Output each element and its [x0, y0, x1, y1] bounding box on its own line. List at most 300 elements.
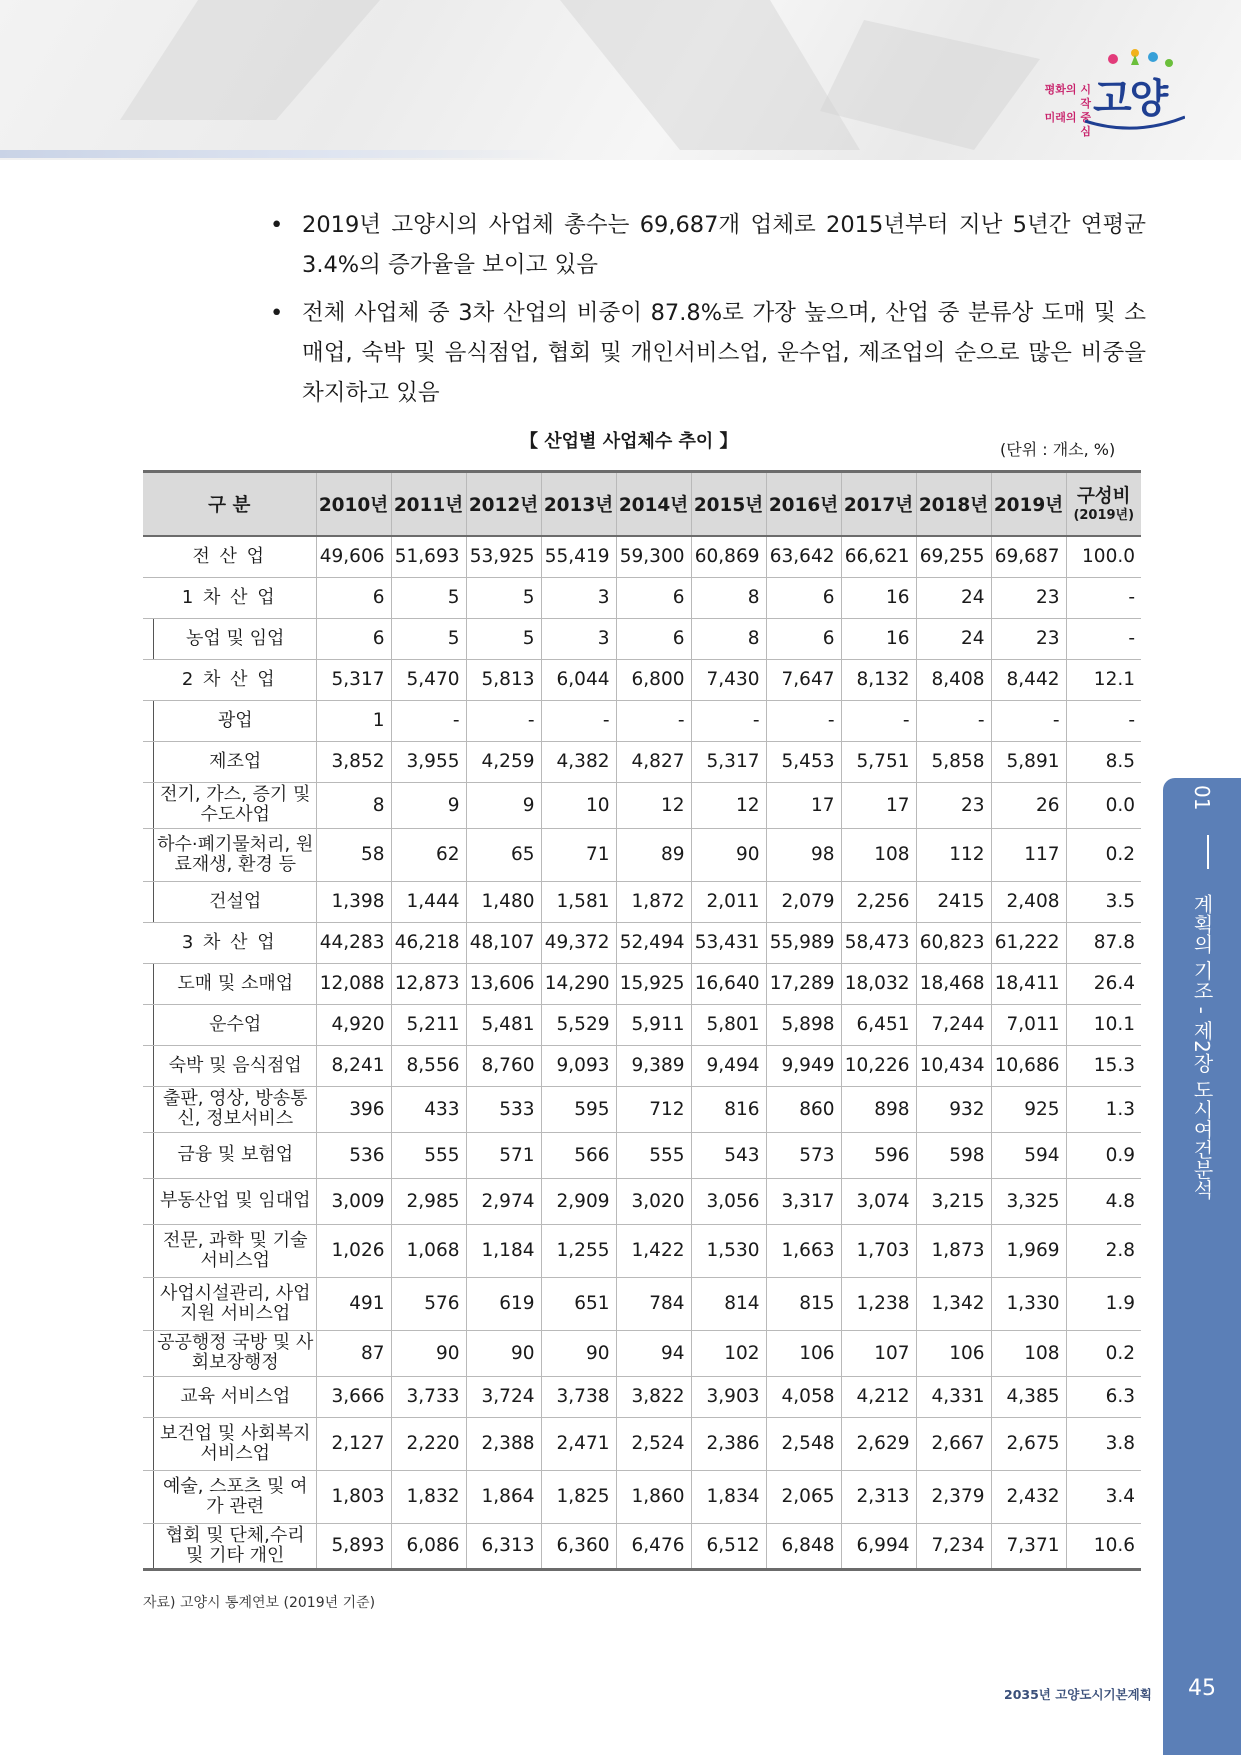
value-cell: 566	[541, 1132, 616, 1178]
table-source: 자료) 고양시 통계연보 (2019년 기준)	[143, 1595, 376, 1611]
value-cell: 16	[841, 577, 916, 618]
value-cell: 932	[916, 1086, 991, 1132]
value-cell: 2,220	[391, 1417, 466, 1470]
value-cell: 5	[391, 618, 466, 659]
value-cell: 59,300	[616, 536, 691, 577]
value-cell: 69,255	[916, 536, 991, 577]
value-cell: 576	[391, 1277, 466, 1330]
value-cell: 5,481	[466, 1004, 541, 1045]
value-cell: 5,813	[466, 659, 541, 700]
value-cell: 2,432	[991, 1470, 1066, 1523]
ratio-cell: 1.3	[1066, 1086, 1141, 1132]
value-cell: 49,606	[316, 536, 391, 577]
value-cell: 4,331	[916, 1376, 991, 1417]
value-cell: 7,647	[766, 659, 841, 700]
value-cell: 1,834	[691, 1470, 766, 1523]
value-cell: 102	[691, 1330, 766, 1376]
table-row	[143, 881, 1141, 922]
value-cell: 6	[766, 618, 841, 659]
value-cell: 1,663	[766, 1224, 841, 1277]
value-cell: 9	[466, 782, 541, 828]
header-category: 구 분	[143, 472, 316, 537]
value-cell: 65	[466, 828, 541, 881]
value-cell: 18,468	[916, 963, 991, 1004]
value-cell: 23	[916, 782, 991, 828]
value-cell: 1,255	[541, 1224, 616, 1277]
value-cell: 17	[766, 782, 841, 828]
value-cell: 6,451	[841, 1004, 916, 1045]
value-cell: 16	[841, 618, 916, 659]
value-cell: 9,949	[766, 1045, 841, 1086]
value-cell: 26	[991, 782, 1066, 828]
value-cell: 6	[616, 577, 691, 618]
value-cell: 3,056	[691, 1178, 766, 1224]
ratio-cell: 1.9	[1066, 1277, 1141, 1330]
ratio-cell: 6.3	[1066, 1376, 1141, 1417]
header-year: 2015년	[691, 472, 766, 537]
value-cell: 5,529	[541, 1004, 616, 1045]
value-cell: 573	[766, 1132, 841, 1178]
ratio-cell: 3.4	[1066, 1470, 1141, 1523]
value-cell: 5,801	[691, 1004, 766, 1045]
value-cell: 18,411	[991, 963, 1066, 1004]
value-cell: -	[466, 700, 541, 741]
ratio-cell: -	[1066, 618, 1141, 659]
table-row	[143, 1224, 1141, 1277]
row-label: 광업	[143, 700, 316, 741]
table-row	[143, 1417, 1141, 1470]
value-cell: 784	[616, 1277, 691, 1330]
ratio-cell: 3.8	[1066, 1417, 1141, 1470]
table-row	[143, 782, 1141, 828]
value-cell: 10	[541, 782, 616, 828]
value-cell: 814	[691, 1277, 766, 1330]
value-cell: 2,471	[541, 1417, 616, 1470]
value-cell: -	[391, 700, 466, 741]
value-cell: 3,733	[391, 1376, 466, 1417]
header-year: 2014년	[616, 472, 691, 537]
value-cell: 5,891	[991, 741, 1066, 782]
value-cell: 48,107	[466, 922, 541, 963]
value-cell: 2,524	[616, 1417, 691, 1470]
value-cell: 3,738	[541, 1376, 616, 1417]
value-cell: 2,127	[316, 1417, 391, 1470]
row-label: 농업 및 임업	[143, 618, 316, 659]
bullet-dot-icon: •	[270, 212, 284, 238]
value-cell: 90	[541, 1330, 616, 1376]
value-cell: 6	[616, 618, 691, 659]
row-label: 건설업	[143, 881, 316, 922]
value-cell: 5	[466, 577, 541, 618]
table-row	[143, 1330, 1141, 1376]
ratio-cell: 100.0	[1066, 536, 1141, 577]
value-cell: 4,212	[841, 1376, 916, 1417]
value-cell: 10,686	[991, 1045, 1066, 1086]
value-cell: 3,215	[916, 1178, 991, 1224]
value-cell: 44,283	[316, 922, 391, 963]
value-cell: 543	[691, 1132, 766, 1178]
value-cell: 7,430	[691, 659, 766, 700]
header-year: 2012년	[466, 472, 541, 537]
value-cell: 18,032	[841, 963, 916, 1004]
value-cell: -	[916, 700, 991, 741]
footer-doc-title: 2035년 고양도시기본계획	[1004, 1687, 1152, 1702]
value-cell: 55,419	[541, 536, 616, 577]
value-cell: 1,873	[916, 1224, 991, 1277]
value-cell: 5,751	[841, 741, 916, 782]
value-cell: 925	[991, 1086, 1066, 1132]
bullet-item: • 전체 사업체 중 3차 산업의 비중이 87.8%로 가장 높으며, 산업 중 분류상 도매 및 소매업, 숙박 및 음식점업, 협회 및 개인서비스업, 운수업, 제조업의 순으로 많은 비중을 차지하고 있음	[270, 293, 1146, 413]
value-cell: 6	[316, 577, 391, 618]
value-cell: 9,093	[541, 1045, 616, 1086]
value-cell: 112	[916, 828, 991, 881]
row-label: 예술, 스포츠 및 여가 관련	[143, 1470, 316, 1523]
value-cell: 5,317	[316, 659, 391, 700]
value-cell: 53,925	[466, 536, 541, 577]
value-cell: 106	[766, 1330, 841, 1376]
value-cell: 14,290	[541, 963, 616, 1004]
city-logo	[1035, 45, 1185, 138]
row-label: 출판, 영상, 방송통신, 정보서비스	[143, 1086, 316, 1132]
row-label: 협회 및 단체,수리 및 기타 개인	[143, 1523, 316, 1569]
chapter-text: 계획의 기조 - 제2장 도시여건분석	[1190, 893, 1214, 1200]
value-cell: 9,389	[616, 1045, 691, 1086]
value-cell: 55,989	[766, 922, 841, 963]
header-year: 2019년	[991, 472, 1066, 537]
value-cell: 2,079	[766, 881, 841, 922]
value-cell: 3,009	[316, 1178, 391, 1224]
table-row	[143, 659, 1141, 700]
value-cell: 7,234	[916, 1523, 991, 1569]
value-cell: 51,693	[391, 536, 466, 577]
value-cell: 63,642	[766, 536, 841, 577]
value-cell: 3,317	[766, 1178, 841, 1224]
value-cell: 60,823	[916, 922, 991, 963]
table-row	[143, 922, 1141, 963]
row-label: 부동산업 및 임대업	[143, 1178, 316, 1224]
ratio-cell: 10.1	[1066, 1004, 1141, 1045]
row-label: 전기, 가스, 증기 및 수도사업	[143, 782, 316, 828]
value-cell: 8,760	[466, 1045, 541, 1086]
value-cell: 2,256	[841, 881, 916, 922]
value-cell: 1,238	[841, 1277, 916, 1330]
value-cell: 8	[691, 618, 766, 659]
value-cell: 712	[616, 1086, 691, 1132]
value-cell: 1,581	[541, 881, 616, 922]
value-cell: 5,211	[391, 1004, 466, 1045]
value-cell: 2,675	[991, 1417, 1066, 1470]
table-row	[143, 1277, 1141, 1330]
value-cell: 9	[391, 782, 466, 828]
value-cell: 7,371	[991, 1523, 1066, 1569]
chapter-divider	[1207, 835, 1209, 869]
value-cell: 1,969	[991, 1224, 1066, 1277]
bullet-item: • 2019년 고양시의 사업체 총수는 69,687개 업체로 2015년부터 지난 5년간 연평균 3.4%의 증가율을 보이고 있음	[270, 205, 1146, 285]
header-ratio: 구성비 (2019년)	[1066, 472, 1141, 537]
value-cell: 52,494	[616, 922, 691, 963]
table-row	[143, 1045, 1141, 1086]
row-label: 운수업	[143, 1004, 316, 1045]
value-cell: 49,372	[541, 922, 616, 963]
table-row	[143, 1004, 1141, 1045]
value-cell: 5,453	[766, 741, 841, 782]
value-cell: 58	[316, 828, 391, 881]
table-row	[143, 618, 1141, 659]
value-cell: 107	[841, 1330, 916, 1376]
value-cell: 1,825	[541, 1470, 616, 1523]
value-cell: 3,955	[391, 741, 466, 782]
value-cell: 1,444	[391, 881, 466, 922]
header-year: 2018년	[916, 472, 991, 537]
value-cell: 5,317	[691, 741, 766, 782]
value-cell: 12,088	[316, 963, 391, 1004]
value-cell: 17,289	[766, 963, 841, 1004]
value-cell: 2415	[916, 881, 991, 922]
row-label: 사업시설관리, 사업지원 서비스업	[143, 1277, 316, 1330]
header-year: 2010년	[316, 472, 391, 537]
value-cell: 860	[766, 1086, 841, 1132]
value-cell: 12	[616, 782, 691, 828]
value-cell: 1,860	[616, 1470, 691, 1523]
row-label: 교육 서비스업	[143, 1376, 316, 1417]
value-cell: 1,068	[391, 1224, 466, 1277]
value-cell: 6,313	[466, 1523, 541, 1569]
value-cell: 1	[316, 700, 391, 741]
ratio-cell: 12.1	[1066, 659, 1141, 700]
value-cell: 619	[466, 1277, 541, 1330]
value-cell: 17	[841, 782, 916, 828]
value-cell: 1,803	[316, 1470, 391, 1523]
ratio-cell: 0.0	[1066, 782, 1141, 828]
table-row	[143, 1523, 1141, 1569]
value-cell: 6,512	[691, 1523, 766, 1569]
value-cell: 94	[616, 1330, 691, 1376]
ratio-cell: 2.8	[1066, 1224, 1141, 1277]
bullet-dot-icon: •	[270, 300, 284, 326]
ratio-cell: 0.9	[1066, 1132, 1141, 1178]
page-number: 45	[1188, 1676, 1216, 1701]
row-label: 도매 및 소매업	[143, 963, 316, 1004]
value-cell: 491	[316, 1277, 391, 1330]
value-cell: 1,530	[691, 1224, 766, 1277]
table-row	[143, 963, 1141, 1004]
value-cell: 2,974	[466, 1178, 541, 1224]
value-cell: 1,480	[466, 881, 541, 922]
value-cell: -	[691, 700, 766, 741]
value-cell: 8	[691, 577, 766, 618]
value-cell: 5	[391, 577, 466, 618]
value-cell: 7,011	[991, 1004, 1066, 1045]
value-cell: 24	[916, 577, 991, 618]
ratio-cell: 4.8	[1066, 1178, 1141, 1224]
value-cell: 117	[991, 828, 1066, 881]
ratio-cell: 3.5	[1066, 881, 1141, 922]
value-cell: 1,330	[991, 1277, 1066, 1330]
chapter-label	[1182, 785, 1222, 1199]
table-row	[143, 1086, 1141, 1132]
value-cell: 15,925	[616, 963, 691, 1004]
summary-bullets	[270, 205, 1146, 421]
value-cell: 815	[766, 1277, 841, 1330]
value-cell: 58,473	[841, 922, 916, 963]
value-cell: 533	[466, 1086, 541, 1132]
value-cell: 555	[391, 1132, 466, 1178]
row-label: 제조업	[143, 741, 316, 782]
ratio-cell: -	[1066, 577, 1141, 618]
value-cell: -	[766, 700, 841, 741]
value-cell: 1,184	[466, 1224, 541, 1277]
value-cell: 3,666	[316, 1376, 391, 1417]
header-year: 2017년	[841, 472, 916, 537]
ratio-cell: 8.5	[1066, 741, 1141, 782]
value-cell: 108	[841, 828, 916, 881]
ratio-cell: 15.3	[1066, 1045, 1141, 1086]
value-cell: 10,226	[841, 1045, 916, 1086]
value-cell: 3	[541, 577, 616, 618]
value-cell: 1,703	[841, 1224, 916, 1277]
value-cell: 1,026	[316, 1224, 391, 1277]
value-cell: 2,065	[766, 1470, 841, 1523]
ratio-cell: 10.6	[1066, 1523, 1141, 1569]
row-label: 금융 및 보험업	[143, 1132, 316, 1178]
table-row	[143, 700, 1141, 741]
value-cell: 66,621	[841, 536, 916, 577]
value-cell: 4,382	[541, 741, 616, 782]
row-label: 하수·폐기물처리, 원료재생, 환경 등	[143, 828, 316, 881]
table-title: 【 산업별 사업체수 추이 】	[520, 431, 738, 452]
table-header-row	[143, 472, 1141, 537]
value-cell: 3,822	[616, 1376, 691, 1417]
row-label: 전 산 업	[143, 536, 316, 577]
value-cell: 46,218	[391, 922, 466, 963]
value-cell: 2,667	[916, 1417, 991, 1470]
value-cell: 8,442	[991, 659, 1066, 700]
value-cell: 3,852	[316, 741, 391, 782]
value-cell: 3,325	[991, 1178, 1066, 1224]
row-label: 공공행정 국방 및 사회보장행정	[143, 1330, 316, 1376]
header-year: 2013년	[541, 472, 616, 537]
value-cell: 8,408	[916, 659, 991, 700]
value-cell: 2,379	[916, 1470, 991, 1523]
logo-swoosh	[1085, 113, 1185, 133]
value-cell: -	[541, 700, 616, 741]
value-cell: 2,629	[841, 1417, 916, 1470]
ratio-cell: 87.8	[1066, 922, 1141, 963]
value-cell: 5,898	[766, 1004, 841, 1045]
value-cell: 1,422	[616, 1224, 691, 1277]
header-year: 2011년	[391, 472, 466, 537]
logo-slogan: 평화의 시작 미래의 중심	[1044, 83, 1091, 138]
value-cell: 433	[391, 1086, 466, 1132]
value-cell: 5	[466, 618, 541, 659]
table-row	[143, 1132, 1141, 1178]
table-row	[143, 1470, 1141, 1523]
row-label: 전문, 과학 및 기술 서비스업	[143, 1224, 316, 1277]
value-cell: 13,606	[466, 963, 541, 1004]
header-year: 2016년	[766, 472, 841, 537]
value-cell: 898	[841, 1086, 916, 1132]
value-cell: 8,132	[841, 659, 916, 700]
value-cell: 6,044	[541, 659, 616, 700]
value-cell: 90	[691, 828, 766, 881]
row-label: 숙박 및 음식점업	[143, 1045, 316, 1086]
value-cell: 12	[691, 782, 766, 828]
value-cell: 98	[766, 828, 841, 881]
header-rule	[0, 150, 560, 158]
table-row	[143, 828, 1141, 881]
value-cell: 71	[541, 828, 616, 881]
value-cell: 106	[916, 1330, 991, 1376]
row-label: 보건업 및 사회복지 서비스업	[143, 1417, 316, 1470]
value-cell: 62	[391, 828, 466, 881]
value-cell: 16,640	[691, 963, 766, 1004]
ratio-cell: 26.4	[1066, 963, 1141, 1004]
row-label: 3 차 산 업	[143, 922, 316, 963]
ratio-cell: 0.2	[1066, 1330, 1141, 1376]
value-cell: 816	[691, 1086, 766, 1132]
value-cell: 2,388	[466, 1417, 541, 1470]
value-cell: 2,386	[691, 1417, 766, 1470]
ratio-cell: 0.2	[1066, 828, 1141, 881]
table-unit: (단위 : 개소, %)	[1000, 440, 1116, 459]
value-cell: 12,873	[391, 963, 466, 1004]
value-cell: 6	[766, 577, 841, 618]
value-cell: 6,360	[541, 1523, 616, 1569]
value-cell: 89	[616, 828, 691, 881]
value-cell: 3,903	[691, 1376, 766, 1417]
value-cell: 10,434	[916, 1045, 991, 1086]
logo-wordmark: 고양	[1093, 76, 1167, 122]
value-cell: 396	[316, 1086, 391, 1132]
value-cell: 108	[991, 1330, 1066, 1376]
ratio-cell: -	[1066, 700, 1141, 741]
value-cell: 2,985	[391, 1178, 466, 1224]
value-cell: 24	[916, 618, 991, 659]
value-cell: 598	[916, 1132, 991, 1178]
table-row	[143, 1178, 1141, 1224]
table-row	[143, 536, 1141, 577]
value-cell: 571	[466, 1132, 541, 1178]
value-cell: 4,920	[316, 1004, 391, 1045]
value-cell: 1,864	[466, 1470, 541, 1523]
row-label: 1 차 산 업	[143, 577, 316, 618]
value-cell: 1,872	[616, 881, 691, 922]
value-cell: 2,011	[691, 881, 766, 922]
value-cell: 1,342	[916, 1277, 991, 1330]
value-cell: 651	[541, 1277, 616, 1330]
value-cell: 3,724	[466, 1376, 541, 1417]
value-cell: 594	[991, 1132, 1066, 1178]
value-cell: 8	[316, 782, 391, 828]
value-cell: 2,909	[541, 1178, 616, 1224]
value-cell: 61,222	[991, 922, 1066, 963]
value-cell: 7,244	[916, 1004, 991, 1045]
value-cell: 2,548	[766, 1417, 841, 1470]
value-cell: 23	[991, 577, 1066, 618]
value-cell: 5,911	[616, 1004, 691, 1045]
value-cell: 3	[541, 618, 616, 659]
value-cell: 3,020	[616, 1178, 691, 1224]
value-cell: 6,086	[391, 1523, 466, 1569]
value-cell: 1,832	[391, 1470, 466, 1523]
value-cell: 6,800	[616, 659, 691, 700]
value-cell: 4,259	[466, 741, 541, 782]
value-cell: 2,313	[841, 1470, 916, 1523]
value-cell: -	[616, 700, 691, 741]
value-cell: 1,398	[316, 881, 391, 922]
value-cell: 555	[616, 1132, 691, 1178]
industry-table	[143, 470, 1141, 1571]
